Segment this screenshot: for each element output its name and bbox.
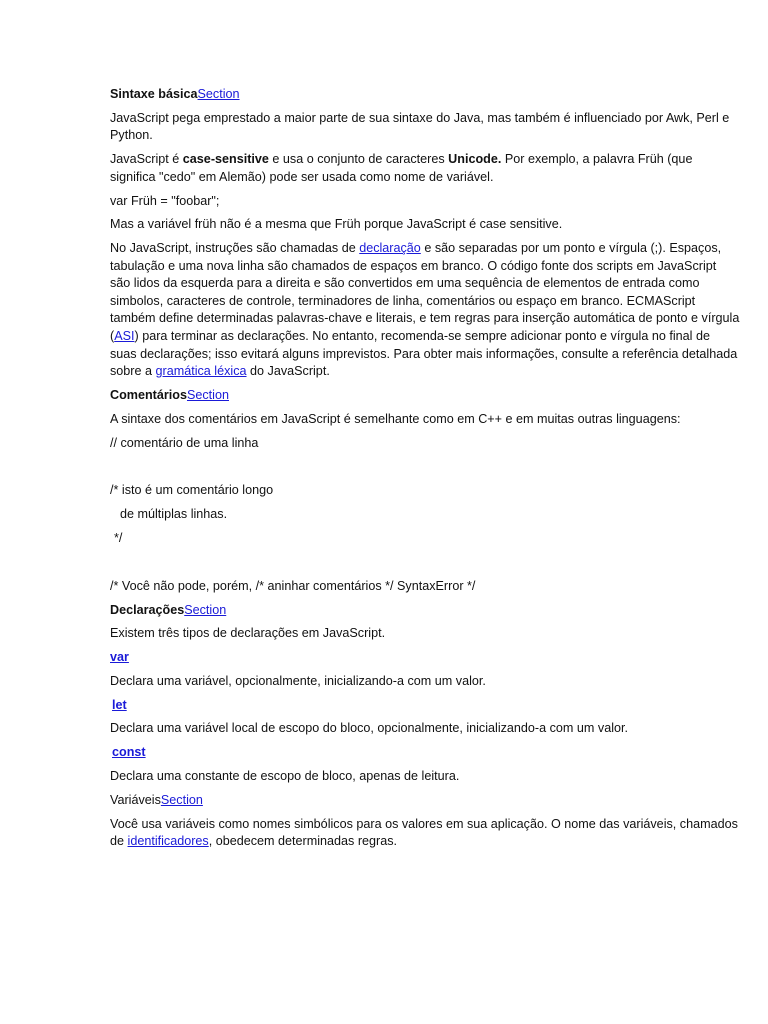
paragraph: Declara uma variável local de escopo do bloco, opcionalmente, inicializando-a com um valor. xyxy=(110,721,629,736)
paragraph: Existem três tipos de declarações em JavaScript. xyxy=(110,626,386,641)
link-identificadores[interactable]: identificadores xyxy=(127,834,209,849)
link-gramatica-lexica[interactable]: gramática léxica xyxy=(155,364,247,379)
bold-term: case-sensitive xyxy=(182,152,269,167)
heading-comentarios xyxy=(110,387,740,405)
paragraph: JavaScript pega emprestado a maior parte de sua sintaxe do Java, mas também é influenciado por Awk, Perl e Python. xyxy=(110,110,730,143)
code-line: // comentário de uma linha xyxy=(110,435,259,450)
keyword-var xyxy=(110,649,740,667)
paragraph: Mas a variável früh não é a mesma que Früh porque JavaScript é case sensitive. xyxy=(110,217,563,232)
code-line: /* isto é um comentário longo xyxy=(110,483,274,498)
paragraph: Declara uma variável, opcionalmente, inicializando-a com um valor. xyxy=(110,673,486,688)
heading-text: Variáveis xyxy=(110,792,161,807)
text-run: do JavaScript. xyxy=(246,364,330,379)
paragraph xyxy=(110,151,740,186)
keyword-let xyxy=(110,697,740,715)
text-run: e usa o conjunto de caracteres xyxy=(268,152,449,167)
code-line: */ xyxy=(114,530,123,545)
paragraph: Declara uma constante de escopo de bloco, apenas de leitura. xyxy=(110,768,460,783)
paragraph: A sintaxe dos comentários em JavaScript é semelhante como em C++ e em muitas outras linguagens: xyxy=(110,411,681,426)
link-var[interactable]: var xyxy=(110,650,129,665)
code-line: /* Você não pode, porém, /* aninhar comentários */ SyntaxError */ xyxy=(110,578,476,593)
section-link[interactable]: Section xyxy=(186,388,229,403)
paragraph xyxy=(110,816,740,851)
section-link[interactable]: Section xyxy=(197,87,240,101)
heading-text: Declarações xyxy=(110,602,185,617)
text-run: , obedecem determinadas regras. xyxy=(208,834,398,849)
blank-line xyxy=(110,458,740,482)
section-link[interactable]: Section xyxy=(184,602,227,617)
link-const[interactable]: const xyxy=(112,745,146,760)
text-run: No JavaScript, instruções são chamadas de xyxy=(110,241,360,256)
text-run: Por exemplo, a palavra Früh (que significa "cedo" em Alemão) pode ser usada como nome de variável. xyxy=(110,152,693,184)
link-declaracao[interactable]: declaração xyxy=(359,241,421,256)
heading-variaveis xyxy=(110,792,740,810)
heading-text: Sintaxe básica xyxy=(110,87,198,101)
heading-text: Comentários xyxy=(110,388,187,403)
heading-declaracoes xyxy=(110,602,740,620)
section-link[interactable]: Section xyxy=(160,792,203,807)
document-content xyxy=(110,86,740,857)
keyword-const xyxy=(110,744,740,762)
text-run: ) para terminar as declarações. No entanto, recomenda-se sempre adicionar ponto e vírgula no final de suas declarações; isso evitará alguns imprevistos. Para obter mais informações, consulte a referência detalhada sobre a xyxy=(110,329,738,379)
paragraph xyxy=(110,240,740,381)
text-run: JavaScript é xyxy=(110,152,183,167)
text-run: e são separadas por um ponto e vírgula (;). Espaços, tabulação e uma nova linha são chamados de espaços em branco. O código fonte dos scripts em JavaScript são lidos da esquerda para a direita e são convertidos em uma sequência de elementos de entrada como simbolos, caracteres de controle, terminadores de linha, comentários ou espaço em branco. ECMAScript também define determinadas palavras-chave e literais, e tem regras para inserção automática de ponto e vírgula ( xyxy=(110,241,740,344)
code-line: var Früh = "foobar"; xyxy=(110,193,220,208)
link-let[interactable]: let xyxy=(112,697,127,712)
code-line: de múltiplas linhas. xyxy=(120,507,228,522)
blank-line xyxy=(110,554,740,578)
bold-term: Unicode. xyxy=(448,152,502,167)
heading-sintaxe-basica xyxy=(110,86,740,104)
link-asi[interactable]: ASI xyxy=(114,329,135,344)
text-run: Você usa variáveis como nomes simbólicos para os valores em sua aplicação. O nome das variáveis, chamados de xyxy=(110,816,738,849)
